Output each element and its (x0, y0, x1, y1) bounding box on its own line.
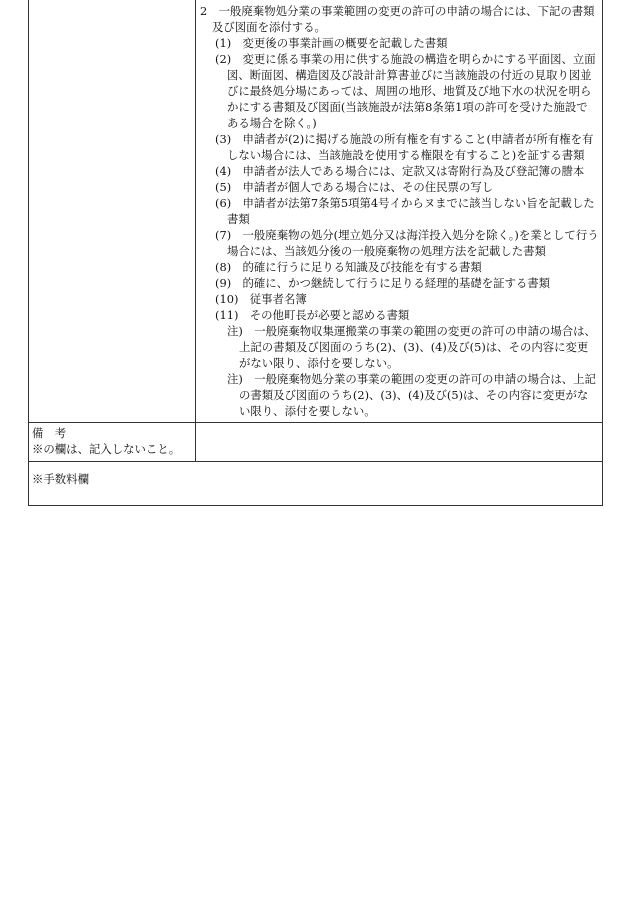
requirement-item: (10) 従事者名簿 (215, 292, 307, 306)
requirement-item: (8) 的確に行うに足りる知識及び技能を有する書類 (215, 260, 482, 274)
requirement-item: (5) 申請者が個人である場合には、その住民票の写し (215, 180, 494, 194)
requirement-item: (7) 一般廃棄物の処分(埋立処分又は海洋投入処分を除く。)を業として行う場合には、当該処分後の一般廃棄物の処理方法を記載した書類 (215, 228, 599, 258)
requirement-item: (11) その他町長が必要と認める書類 (215, 308, 410, 322)
requirement-note: 注) 一般廃棄物収集運搬業の事業の範囲の変更の許可の申請の場合は、上記の書類及び図面のうち(2)、(3)、(4)及び(5)は、その内容に変更がない限り、添付を要しない。 (227, 324, 596, 370)
requirements-cell (196, 0, 603, 423)
remarks-field[interactable] (196, 423, 603, 462)
fee-cell[interactable] (29, 462, 603, 506)
remarks-label: 備 考 (32, 426, 67, 440)
requirement-item: (3) 申請者が(2)に掲げる施設の所有権を有すること(申請者が所有権を有しない場合には、当該施設を使用する権限を有すること)を証する書類 (215, 132, 594, 162)
blank-left-cell (29, 0, 196, 423)
requirements-heading: 2 一般廃棄物処分業の事業範囲の変更の許可の申請の場合には、下記の書類及び図面を添付する。 (200, 4, 595, 34)
fee-row (29, 462, 603, 506)
requirement-item: (1) 変更後の事業計画の概要を記載した書類 (215, 36, 448, 50)
requirement-item: (9) 的確に、かつ継続して行うに足りる経理的基礎を証する書類 (215, 276, 551, 290)
requirement-note: 注) 一般廃棄物処分業の事業の範囲の変更の許可の申請の場合は、上記の書類及び図面のうち(2)、(3)、(4)及び(5)は、その内容に変更がない限り、添付を要しない。 (227, 372, 596, 418)
requirements-row (29, 0, 603, 423)
remarks-instruction: ※の欄は、記入しないこと。 (32, 442, 181, 456)
application-form-table (28, 0, 603, 506)
remarks-row (29, 423, 603, 462)
fee-label: ※手数料欄 (32, 472, 89, 486)
requirement-item: (4) 申請者が法人である場合には、定款又は寄附行為及び登記簿の謄本 (215, 164, 585, 178)
requirement-item: (2) 変更に係る事業の用に供する施設の構造を明らかにする平面図、立面図、断面図、構造図及び設計計算書並びに当該施設の付近の見取り図並びに最終処分場にあっては、周囲の地形、地質及び地下水の状況を明らかにする書類及び図面(当該施設が法第8条第1項の許可を受けた施設である場合を除く。) (215, 52, 596, 130)
remarks-label-cell (29, 423, 196, 462)
requirement-item: (6) 申請者が法第7条第5項第4号イからヌまでに該当しない旨を記載した書類 (215, 196, 595, 226)
